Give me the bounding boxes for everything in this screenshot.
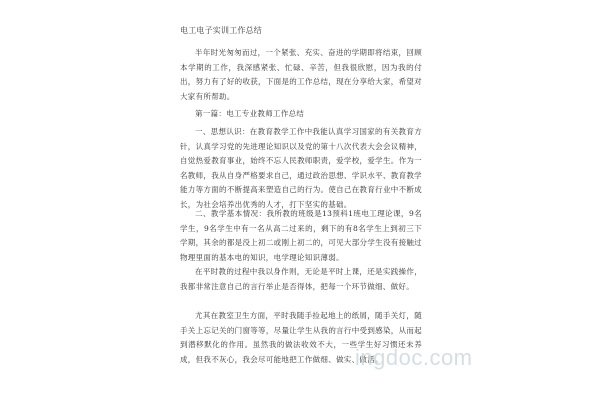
- paragraph-teaching: 二、教学基本情况：我所教的班级是13预科1班电工理论课，9名学生，9名学生中有一名从高二过来的，剩下的有8名学生上到初三下学期，其余的都是没上初二或刚上初二的，可见大部分学生没有接触过物理里面的基本电的知识，电学理论知识薄弱。: [180, 209, 422, 262]
- paragraph-thought: 一、思想认识：在教育教学工作中我能认真学习国家的有关教育方针，认真学习党的先进理论知识以及党的第十八次代表大会会议精神，自觉热爱教育事业，始终不忘人民教师职责，爱学校，爱学生。作为一名教师，我从自身严格要求自己，通过政治思想、学识水平、教育教学能力等方面的不断提高来塑造自己的行为。使自己在教育行业中不断成长，为社会培养出优秀的人才，打下坚实的基础。: [180, 127, 422, 209]
- watermark: ingdoc.com: [355, 345, 473, 370]
- paragraph-hygiene: 尤其在教室卫生方面，平时我随手捡起地上的纸屑，随手关灯，随手关上忘记关的门窗等等，尽量让学生从我的言行中受到感染，从而起到潜移默化的作用。虽然我的做法收效不大，一些学生好习惯还未养成，但我不灰心，我会尽可能地把工作做细、做实、做活。: [180, 311, 422, 364]
- paragraph-example: 在平时教的过程中我以身作则，无论是平时上课，还是实践操作，我都非常注意自己的言行举止是否得体，把每一个环节做细、做好。: [180, 267, 422, 291]
- intro-paragraph: 半年时光匆匆而过，一个紧张、充实、奋进的学期即将结束，回顾本学期的工作，我深感紧张、忙碌、辛苦，但我很欣慰，因为我的付出，努力有了好的收获，下面是的工作总结，现在分享给大家，希望对大家有所帮助。: [180, 48, 422, 101]
- section-heading: 第一篇：电工专业教师工作总结: [195, 109, 305, 118]
- document-title: 电工电子实训工作总结: [180, 26, 262, 35]
